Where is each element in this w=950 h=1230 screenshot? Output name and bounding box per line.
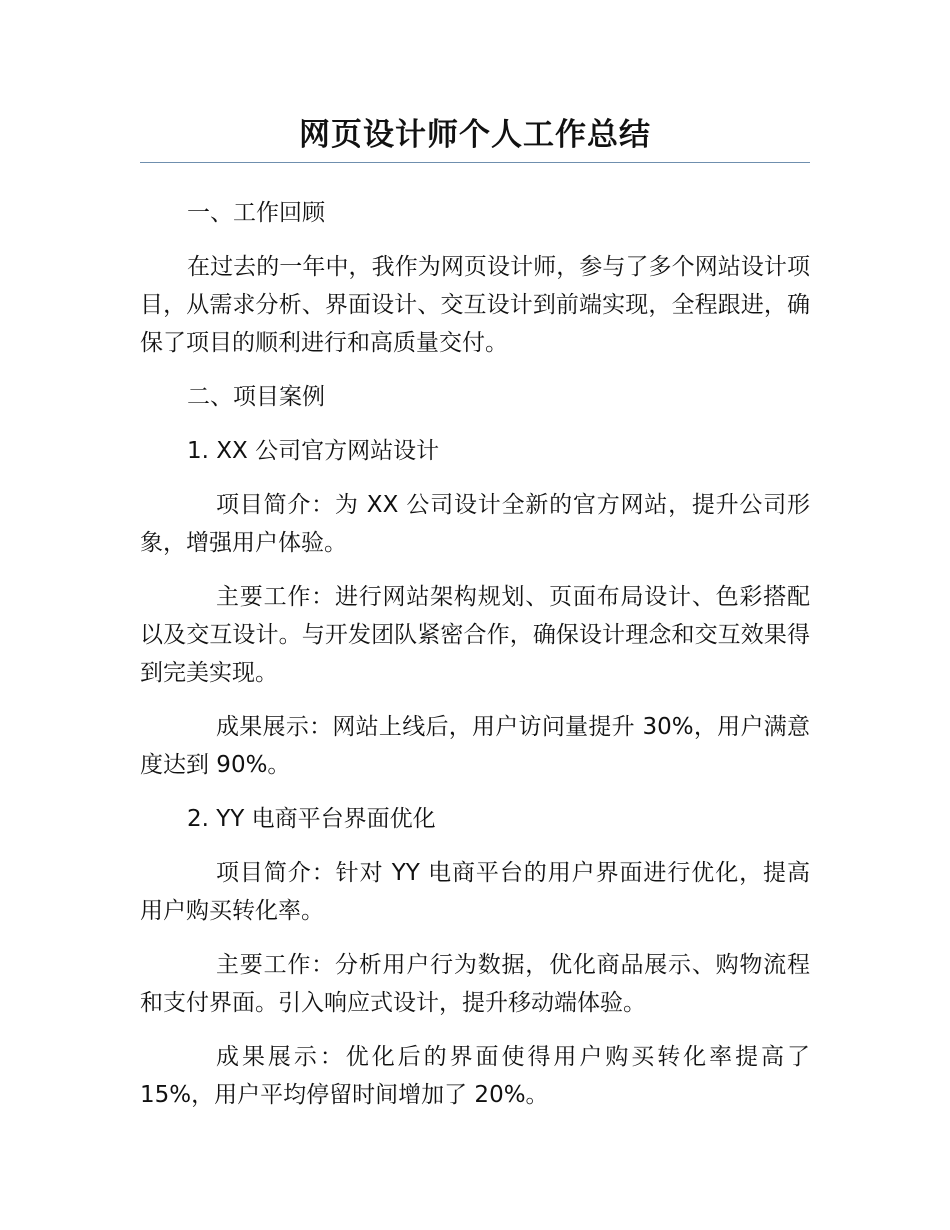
page-title: 网页设计师个人工作总结	[299, 117, 651, 153]
case-2-intro: 项目简介：针对 YY 电商平台的用户界面进行优化，提高用户购买转化率。	[140, 860, 810, 924]
case-2-work: 主要工作：分析用户行为数据，优化商品展示、购物流程和支付界面。引入响应式设计，提升移动端体验。	[140, 952, 810, 1016]
case-1-work: 主要工作：进行网站架构规划、页面布局设计、色彩搭配以及交互设计。与开发团队紧密合作，确保设计理念和交互效果得到完美实现。	[140, 584, 810, 686]
case-1-result: 成果展示：网站上线后，用户访问量提升 30%，用户满意度达到 90%。	[140, 714, 810, 778]
title-divider	[140, 162, 810, 163]
case-1-intro: 项目简介：为 XX 公司设计全新的官方网站，提升公司形象，增强用户体验。	[140, 492, 810, 556]
case-title-2: 2. YY 电商平台界面优化	[187, 806, 436, 832]
document-body	[140, 194, 810, 1114]
document-content	[140, 112, 810, 1130]
section-heading-review: 一、工作回顾	[187, 200, 325, 226]
case-2-result: 成果展示：优化后的界面使得用户购买转化率提高了 15%，用户平均停留时间增加了 20%。	[140, 1044, 810, 1108]
review-paragraph: 在过去的一年中，我作为网页设计师，参与了多个网站设计项目，从需求分析、界面设计、交互设计到前端实现，全程跟进，确保了项目的顺利进行和高质量交付。	[140, 254, 810, 356]
case-title-1: 1. XX 公司官方网站设计	[187, 438, 440, 464]
section-heading-cases: 二、项目案例	[187, 384, 325, 410]
